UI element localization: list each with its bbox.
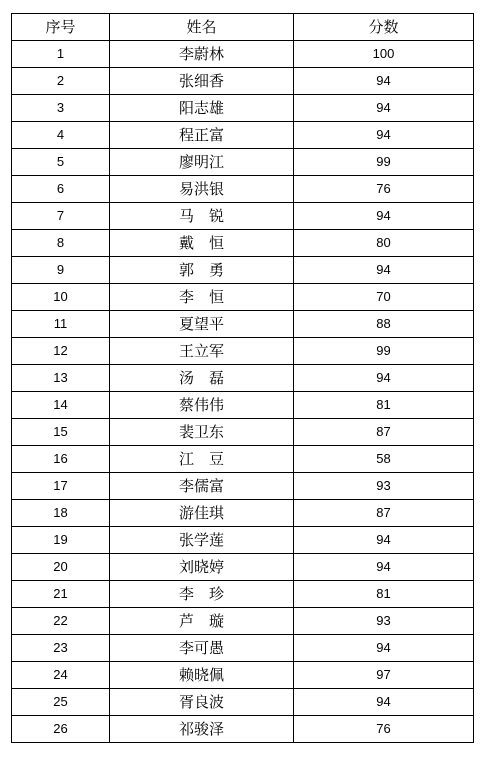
table-row	[12, 230, 474, 257]
cell-index: 6	[12, 176, 110, 203]
table-row	[12, 662, 474, 689]
cell-index: 16	[12, 446, 110, 473]
cell-index: 22	[12, 608, 110, 635]
cell-score: 80	[294, 230, 474, 257]
cell-index: 15	[12, 419, 110, 446]
table-row	[12, 122, 474, 149]
cell-name: 刘晓婷	[110, 554, 294, 581]
cell-index: 24	[12, 662, 110, 689]
table-row	[12, 311, 474, 338]
cell-name: 阳志雄	[110, 95, 294, 122]
table-row	[12, 149, 474, 176]
cell-score: 88	[294, 311, 474, 338]
cell-score: 81	[294, 392, 474, 419]
cell-index: 4	[12, 122, 110, 149]
table-row	[12, 581, 474, 608]
table-row	[12, 392, 474, 419]
cell-name: 芦 璇	[110, 608, 294, 635]
cell-name: 汤 磊	[110, 365, 294, 392]
table-row	[12, 635, 474, 662]
cell-index: 25	[12, 689, 110, 716]
table-row	[12, 446, 474, 473]
cell-score: 94	[294, 635, 474, 662]
cell-score: 94	[294, 365, 474, 392]
table-row	[12, 716, 474, 743]
cell-name: 廖明江	[110, 149, 294, 176]
cell-score: 97	[294, 662, 474, 689]
cell-index: 11	[12, 311, 110, 338]
cell-score: 100	[294, 41, 474, 68]
cell-index: 10	[12, 284, 110, 311]
table-row	[12, 68, 474, 95]
cell-index: 9	[12, 257, 110, 284]
table-row	[12, 203, 474, 230]
cell-index: 19	[12, 527, 110, 554]
table-row	[12, 527, 474, 554]
cell-score: 94	[294, 257, 474, 284]
table-row	[12, 284, 474, 311]
cell-name: 李可愚	[110, 635, 294, 662]
cell-score: 76	[294, 716, 474, 743]
table-row	[12, 473, 474, 500]
cell-name: 程正富	[110, 122, 294, 149]
cell-score: 87	[294, 500, 474, 527]
header-index: 序号	[12, 14, 110, 41]
cell-name: 李 恒	[110, 284, 294, 311]
cell-index: 18	[12, 500, 110, 527]
table-row	[12, 365, 474, 392]
cell-score: 94	[294, 122, 474, 149]
table-header	[12, 14, 474, 41]
cell-name: 胥良波	[110, 689, 294, 716]
cell-score: 93	[294, 473, 474, 500]
cell-name: 王立军	[110, 338, 294, 365]
cell-score: 94	[294, 527, 474, 554]
cell-index: 26	[12, 716, 110, 743]
header-row	[12, 14, 474, 41]
cell-index: 20	[12, 554, 110, 581]
table-row	[12, 554, 474, 581]
cell-name: 易洪银	[110, 176, 294, 203]
cell-index: 1	[12, 41, 110, 68]
cell-name: 蔡伟伟	[110, 392, 294, 419]
cell-index: 23	[12, 635, 110, 662]
cell-score: 81	[294, 581, 474, 608]
cell-name: 张细香	[110, 68, 294, 95]
cell-score: 94	[294, 68, 474, 95]
header-name: 姓名	[110, 14, 294, 41]
cell-index: 2	[12, 68, 110, 95]
cell-score: 99	[294, 149, 474, 176]
cell-index: 3	[12, 95, 110, 122]
cell-score: 94	[294, 689, 474, 716]
header-score: 分数	[294, 14, 474, 41]
cell-index: 13	[12, 365, 110, 392]
table-row	[12, 257, 474, 284]
score-table	[11, 13, 474, 743]
cell-score: 76	[294, 176, 474, 203]
table-body	[12, 41, 474, 743]
cell-name: 游佳琪	[110, 500, 294, 527]
cell-score: 94	[294, 554, 474, 581]
cell-name: 郭 勇	[110, 257, 294, 284]
cell-index: 5	[12, 149, 110, 176]
cell-name: 赖晓佩	[110, 662, 294, 689]
cell-index: 12	[12, 338, 110, 365]
cell-score: 94	[294, 203, 474, 230]
cell-score: 87	[294, 419, 474, 446]
cell-score: 99	[294, 338, 474, 365]
cell-index: 17	[12, 473, 110, 500]
cell-score: 70	[294, 284, 474, 311]
cell-name: 李儒富	[110, 473, 294, 500]
cell-name: 马 锐	[110, 203, 294, 230]
cell-index: 8	[12, 230, 110, 257]
cell-score: 58	[294, 446, 474, 473]
table-row	[12, 500, 474, 527]
cell-name: 祁骏泽	[110, 716, 294, 743]
cell-name: 李蔚林	[110, 41, 294, 68]
cell-score: 93	[294, 608, 474, 635]
table-row	[12, 176, 474, 203]
table-row	[12, 41, 474, 68]
cell-name: 裴卫东	[110, 419, 294, 446]
cell-index: 14	[12, 392, 110, 419]
cell-name: 戴 恒	[110, 230, 294, 257]
table-row	[12, 608, 474, 635]
cell-name: 江 豆	[110, 446, 294, 473]
cell-index: 7	[12, 203, 110, 230]
table-row	[12, 338, 474, 365]
cell-score: 94	[294, 95, 474, 122]
cell-index: 21	[12, 581, 110, 608]
cell-name: 李 珍	[110, 581, 294, 608]
table-row	[12, 689, 474, 716]
cell-name: 夏望平	[110, 311, 294, 338]
table-row	[12, 419, 474, 446]
table-row	[12, 95, 474, 122]
cell-name: 张学莲	[110, 527, 294, 554]
